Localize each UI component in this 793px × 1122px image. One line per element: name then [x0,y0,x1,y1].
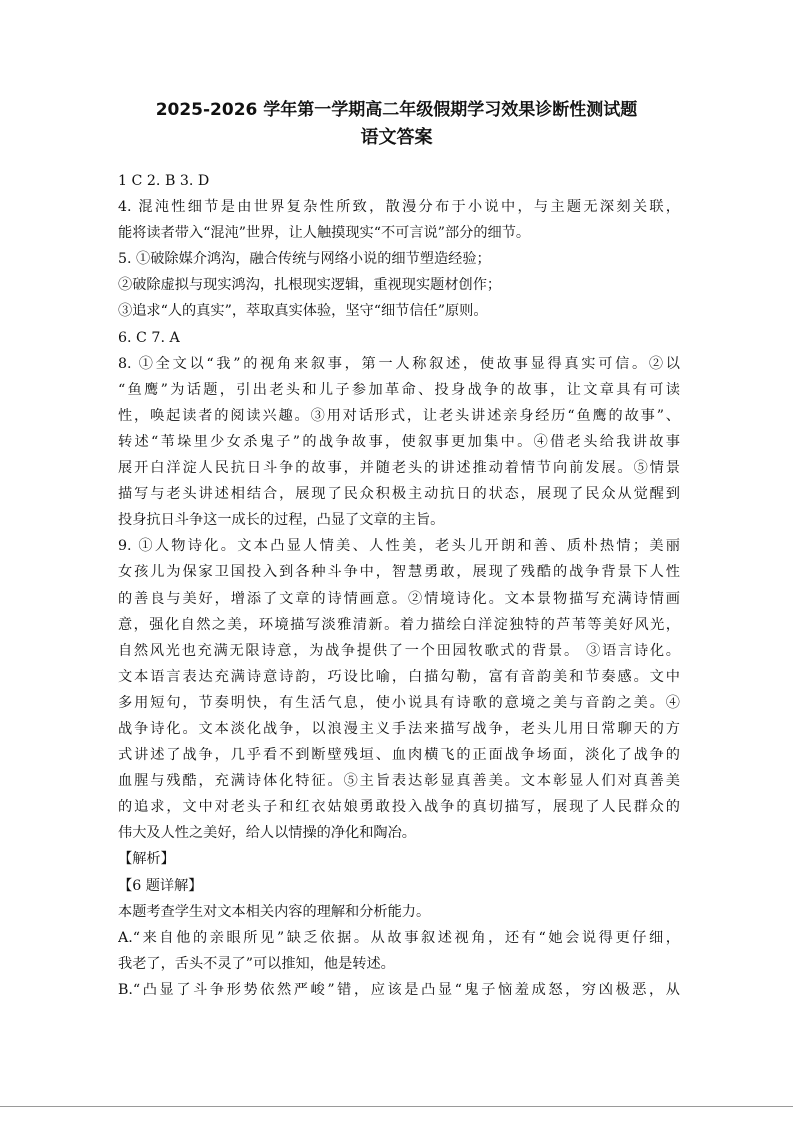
text-line: ②破除虚拟与现实鸿沟，扎根现实逻辑，重视现实题材创作； [118,277,502,294]
document-subtitle: 语文答案 [360,127,433,148]
text-line: 转述“苇垛里少女杀鬼子”的战争故事，使叙事更加集中。④借老头给我讲故事 [118,433,680,450]
text-line: 本题考查学生对文本相关内容的理解和分析能力。 [118,903,431,920]
text-line: 女孩儿为保家卫国投入到各种斗争中，智慧勇敢，展现了残酷的战争背景下人性 [118,564,680,581]
text-line: 自然风光也充满无限诗意，为战争提供了一个田园牧歌式的背景。 ③语言诗化。 [118,642,680,659]
text-line: “鱼鹰”为话题，引出老头和儿子参加革命、投身战争的故事，让文章具有可读 [118,381,680,398]
text-line: 意，强化自然之美，环境描写淡雅清新。着力描绘白洋淀独特的芦苇等美好风光， [118,616,680,633]
text-line: 8. ①全文以“我”的视角来叙事，第一人称叙述，使故事显得真实可信。②以 [118,355,680,372]
text-line: 描写与老头讲述相结合，展现了民众积极主动抗日的状态，展现了民众从觉醒到 [118,486,680,503]
page-bottom-divider [0,1106,793,1107]
text-line: 血腥与残酷，充满诗体化特征。⑤主旨表达彰显真善美。文本彰显人们对真善美 [118,773,680,790]
text-line: 文本语言表达充满诗意诗韵，巧设比喻，白描勾勒，富有音韵美和节奏感。文中 [118,668,680,685]
text-line: B.“凸显了斗争形势依然严峻”错，应该是凸显“鬼子恼羞成怒，穷凶极恶，从 [118,981,680,998]
text-line: 多用短句，节奏明快，有生活气息，使小说具有诗歌的意境之美与音韵之美。④ [118,694,680,711]
text-line: ③追求“人的真实”，萃取真实体验，坚守“细节信任”原则。 [118,303,488,320]
text-line: 性，唤起读者的阅读兴趣。③用对话形式，让老头讲述亲身经历“鱼鹰的故事”、 [118,407,680,424]
text-line: 战争诗化。文本淡化战争，以浪漫主义手法来描写战争，老头儿用日常聊天的方 [118,720,680,737]
text-line: 5. ①破除媒介鸿沟，融合传统与网络小说的细节塑造经验； [118,251,491,268]
text-line: 的善良与美好，增添了文章的诗情画意。②情境诗化。文本景物描写充满诗情画 [118,590,680,607]
text-line: 式讲述了战争，几乎看不到断壁残垣、血肉横飞的正面战争场面，淡化了战争的 [118,747,680,764]
text-line: 的追求，文中对老头子和红衣姑娘勇敢投入战争的真切描写，展现了人民群众的 [118,799,680,816]
text-line: 【解析】 [118,851,175,868]
text-line: 4. 混沌性细节是由世界复杂性所致，散漫分布于小说中，与主题无深刻关联， [118,199,680,216]
text-line: 1 C 2. B 3. D [118,173,210,189]
text-line: 展开白洋淀人民抗日斗争的故事，并随老头的讲述推动着情节向前发展。⑤情景 [118,460,680,477]
text-line: 伟大及人性之美好，给人以情操的净化和陶冶。 [118,825,416,842]
text-line: 投身抗日斗争这一成长的过程，凸显了文章的主旨。 [118,512,445,529]
answer-body [118,168,680,1003]
text-line: 我老了，舌头不灵了”可以推知，他是转述。 [118,955,395,972]
text-line: 9. ①人物诗化。文本凸显人情美、人性美，老头儿开朗和善、质朴热情；美丽 [118,538,680,555]
text-line: A.“来自他的亲眼所见”缺乏依据。从故事叙述视角，还有“她会说得更仔细， [118,929,680,946]
text-line: 【6 题详解】 [118,877,203,894]
document-title: 2025-2026 学年第一学期高二年级假期学习效果诊断性测试题 [155,100,638,120]
text-line: 能将读者带入“混沌”世界，让人触摸现实“不可言说”部分的细节。 [118,225,531,242]
text-line: 6. C 7. A [118,329,180,346]
